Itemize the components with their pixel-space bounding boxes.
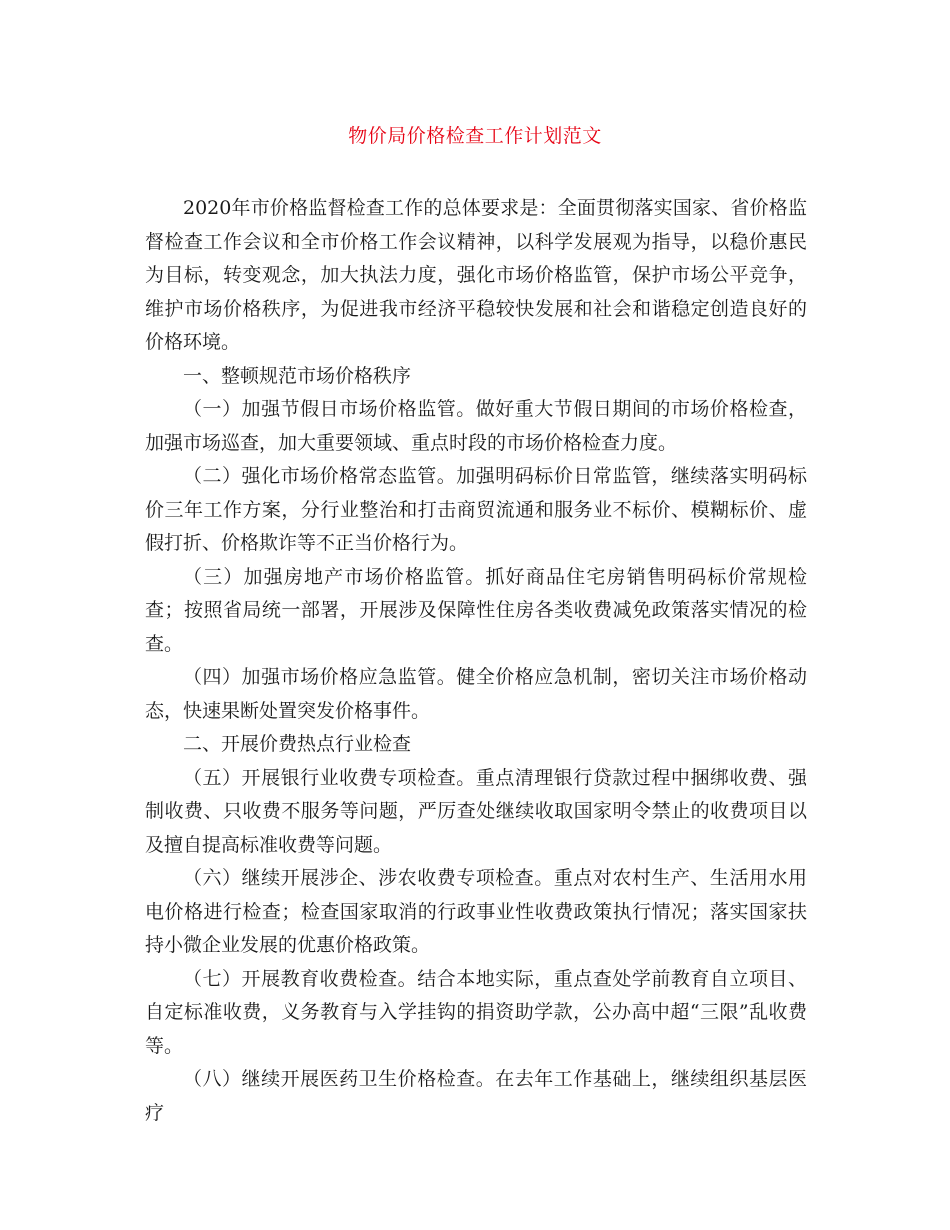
document-title: 物价局价格检查工作计划范文 bbox=[348, 125, 602, 147]
paragraph-item-4: （四）加强市场价格应急监管。健全价格应急机制，密切关注市场价格动态，快速果断处置突发价格事件。 bbox=[145, 666, 807, 722]
paragraph-item-1: （一）加强节假日市场价格监管。做好重大节假日期间的市场价格检查，加强市场巡查，加大重要领域、重点时段的市场价格检查力度。 bbox=[145, 398, 807, 454]
section-heading-2: 二、开展价费热点行业检查 bbox=[183, 733, 412, 755]
paragraph-item-3: （三）加强房地产市场价格监管。抓好商品住宅房销售明码标价常规检查；按照省局统一部署，开展涉及保障性住房各类收费减免政策落实情况的检查。 bbox=[145, 565, 807, 655]
paragraph-item-7: （七）开展教育收费检查。结合本地实际，重点查处学前教育自立项目、自定标准收费，义务教育与入学挂钩的捐资助学款，公办高中超“三限”乱收费等。 bbox=[145, 967, 807, 1057]
intro-paragraph: 2020年市价格监督检查工作的总体要求是：全面贯彻落实国家、省价格监督检查工作会议和全市价格工作会议精神，以科学发展观为指导，以稳价惠民为目标，转变观念，加大执法力度，强化市场价格监管，保护市场公平竞争，维护市场价格秩序，为促进我市经济平稳较快发展和社会和谐稳定创造良好的价格环境。 bbox=[145, 197, 807, 353]
paragraph-item-6: （六）继续开展涉企、涉农收费专项检查。重点对农村生产、生活用水用电价格进行检查；检查国家取消的行政事业性收费政策执行情况；落实国家扶持小微企业发展的优惠价格政策。 bbox=[145, 867, 807, 956]
paragraph-item-5: （五）开展银行业收费专项检查。重点清理银行贷款过程中捆绑收费、强制收费、只收费不服务等问题，严厉查处继续收取国家明令禁止的收费项目以及擅自提高标准收费等问题。 bbox=[145, 766, 807, 856]
paragraph-item-2: （二）强化市场价格常态监管。加强明码标价日常监管，继续落实明码标价三年工作方案，分行业整治和打击商贸流通和服务业不标价、模糊标价、虚假打折、价格欺诈等不正当价格行为。 bbox=[145, 465, 807, 554]
paragraph-item-8: （八）继续开展医药卫生价格检查。在去年工作基础上，继续组织基层医疗 bbox=[145, 1068, 807, 1124]
document-body bbox=[145, 192, 807, 1130]
section-heading-1: 一、整顿规范市场价格秩序 bbox=[183, 364, 412, 387]
